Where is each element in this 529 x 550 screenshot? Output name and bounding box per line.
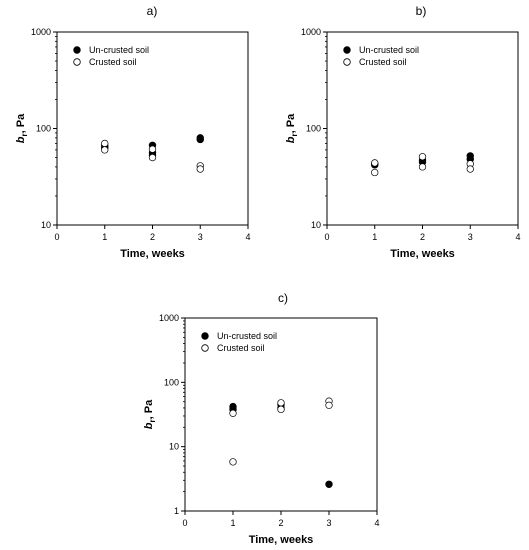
panel-label: c) bbox=[278, 291, 288, 305]
x-tick-label: 2 bbox=[278, 518, 284, 528]
data-point-crusted bbox=[278, 400, 285, 407]
legend-marker bbox=[344, 59, 351, 66]
plot-frame bbox=[185, 318, 377, 511]
x-tick-label: 4 bbox=[374, 518, 380, 528]
data-point-crusted bbox=[149, 154, 156, 161]
data-point-crusted bbox=[371, 160, 378, 167]
data-point-crusted bbox=[419, 153, 426, 160]
y-tick-label: 100 bbox=[35, 123, 51, 134]
x-tick-label: 0 bbox=[54, 232, 60, 242]
x-tick-label: 0 bbox=[182, 518, 188, 528]
y-tick-label: 10 bbox=[168, 441, 179, 452]
x-axis-title: Time, weeks bbox=[120, 248, 185, 260]
data-point-crusted bbox=[197, 166, 204, 173]
data-point-uncrusted bbox=[326, 481, 333, 488]
data-point-crusted bbox=[371, 169, 378, 176]
legend-label: Un-crusted soil bbox=[89, 45, 150, 55]
x-tick-label: 2 bbox=[149, 232, 156, 242]
chart-panel-1 bbox=[15, 4, 251, 260]
x-tick-label: 2 bbox=[419, 232, 426, 242]
legend-label: Crusted soil bbox=[359, 57, 407, 67]
data-point-crusted bbox=[419, 164, 426, 171]
legend-marker bbox=[202, 333, 209, 340]
x-tick-label: 3 bbox=[326, 518, 332, 528]
legend-marker bbox=[344, 47, 351, 54]
legend-marker bbox=[74, 59, 81, 66]
plot-frame bbox=[327, 32, 518, 225]
y-tick-label: 10 bbox=[310, 220, 321, 230]
data-point-crusted bbox=[230, 410, 237, 417]
x-tick-label: 0 bbox=[324, 232, 330, 242]
data-point-crusted bbox=[101, 147, 108, 154]
x-tick-label: 4 bbox=[245, 232, 251, 242]
legend-marker bbox=[74, 47, 81, 54]
data-point-uncrusted bbox=[197, 136, 204, 143]
y-tick-label: 1000 bbox=[158, 313, 179, 323]
chart-panel-2 bbox=[285, 4, 521, 260]
data-point-crusted bbox=[149, 146, 156, 153]
x-axis-title: Time, weeks bbox=[248, 534, 314, 546]
y-axis-title: $b_r$, Pa bbox=[143, 399, 157, 430]
y-tick-label: 100 bbox=[163, 377, 179, 388]
panel-label: a) bbox=[146, 4, 158, 18]
legend-label: Un-crusted soil bbox=[359, 45, 420, 55]
data-point-crusted bbox=[278, 406, 285, 413]
x-tick-label: 3 bbox=[467, 232, 473, 242]
plot-frame bbox=[57, 32, 248, 225]
x-tick-label: 3 bbox=[197, 232, 203, 242]
y-tick-label: 1000 bbox=[30, 27, 51, 37]
x-tick-label: 1 bbox=[372, 232, 378, 242]
x-tick-label: 1 bbox=[230, 518, 236, 528]
y-tick-label: 10 bbox=[40, 220, 51, 230]
legend-label: Un-crusted soil bbox=[217, 331, 278, 341]
y-axis-title: $b_r$, Pa bbox=[15, 113, 29, 144]
panel-label: b) bbox=[415, 4, 427, 18]
x-tick-label: 4 bbox=[515, 232, 521, 242]
data-point-crusted bbox=[326, 402, 333, 409]
x-axis-title: Time, weeks bbox=[390, 248, 455, 260]
y-axis-title: $b_r$, Pa bbox=[285, 113, 299, 144]
data-point-crusted bbox=[230, 459, 237, 466]
y-tick-label: 100 bbox=[305, 123, 321, 134]
data-point-crusted bbox=[101, 140, 108, 147]
data-point-crusted bbox=[467, 166, 474, 173]
chart-panel-3 bbox=[143, 291, 380, 546]
x-tick-label: 1 bbox=[102, 232, 108, 242]
legend-marker bbox=[202, 345, 209, 352]
legend-label: Crusted soil bbox=[89, 57, 137, 67]
y-tick-label: 1000 bbox=[300, 27, 321, 37]
legend-label: Crusted soil bbox=[217, 343, 265, 353]
y-tick-label: 1 bbox=[173, 506, 179, 516]
